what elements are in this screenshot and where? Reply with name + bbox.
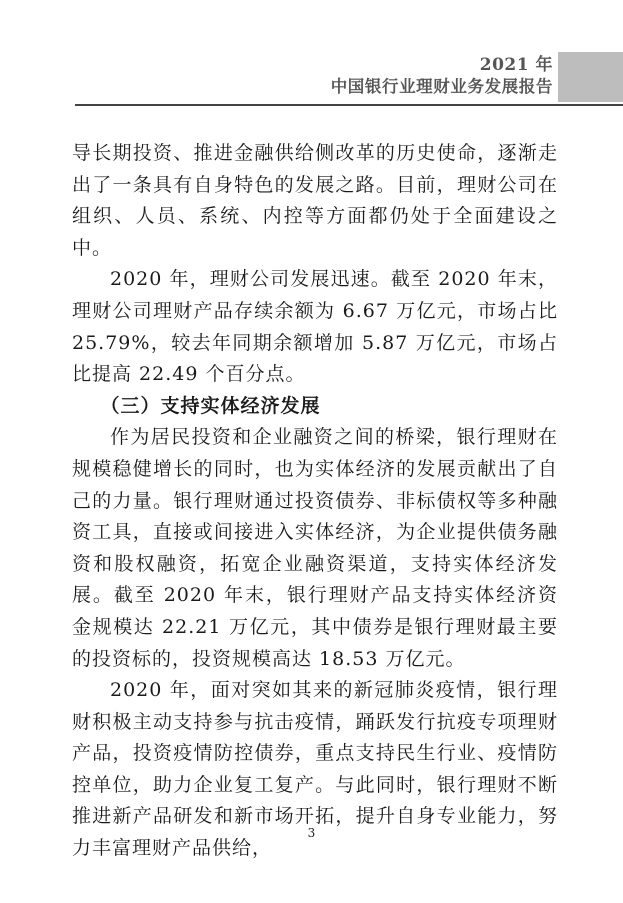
section-heading: （三）支持实体经济发展 (100, 394, 321, 417)
body-text (72, 138, 558, 865)
paragraph-covid-response: 2020 年，面对突如其来的新冠肺炎疫情，银行理财积极主动支持参与抗击疫情，踊跃发行抗疫专项理财产品，投资疫情防控债券，重点支持民生行业、疫情防控单位，助力企业复工复产。与此同时，银行理财不断推进新产品研发和新市场开拓，提升自身专业能力，努力丰富理财产品供给， (72, 679, 558, 860)
paragraph-real-economy-support: 作为居民投资和企业融资之间的桥梁，银行理财在规模稳健增长的同时，也为实体经济的发展贡献出了自己的力量。银行理财通过投资债券、非标债权等多种融资工具，直接或间接进入实体经济，为企业提供债务融资和股权融资，拓宽企业融资渠道，支持实体经济发展。截至 2020 年末，银行理财产品支持实体经济资金规模达 22.21 万亿元，其中债券是银行理财最主要的投资标的，投资规模高达 18.53 万亿元。 (72, 426, 558, 670)
running-header (331, 54, 553, 98)
header-report-title: 中国银行业理财业务发展报告 (330, 77, 553, 96)
paragraph-wealth-company-growth: 2020 年，理财公司发展迅速。截至 2020 年末，理财公司理财产品存续余额为 6.67 万亿元，市场占比 25.79%，较去年同期余额增加 5.87 万亿元，市场占比提高 22.49 个百分点。 (72, 268, 558, 386)
header-year: 2021 年 (479, 55, 553, 75)
header-divider (75, 104, 623, 106)
header-grey-tab (558, 52, 623, 102)
paragraph-continued: 导长期投资、推进金融供给侧改革的历史使命，逐渐走出了一条具有自身特色的发展之路。目前，理财公司在组织、人员、系统、内控等方面都仍处于全面建设之中。 (72, 142, 558, 259)
page-number: 3 (307, 826, 316, 840)
